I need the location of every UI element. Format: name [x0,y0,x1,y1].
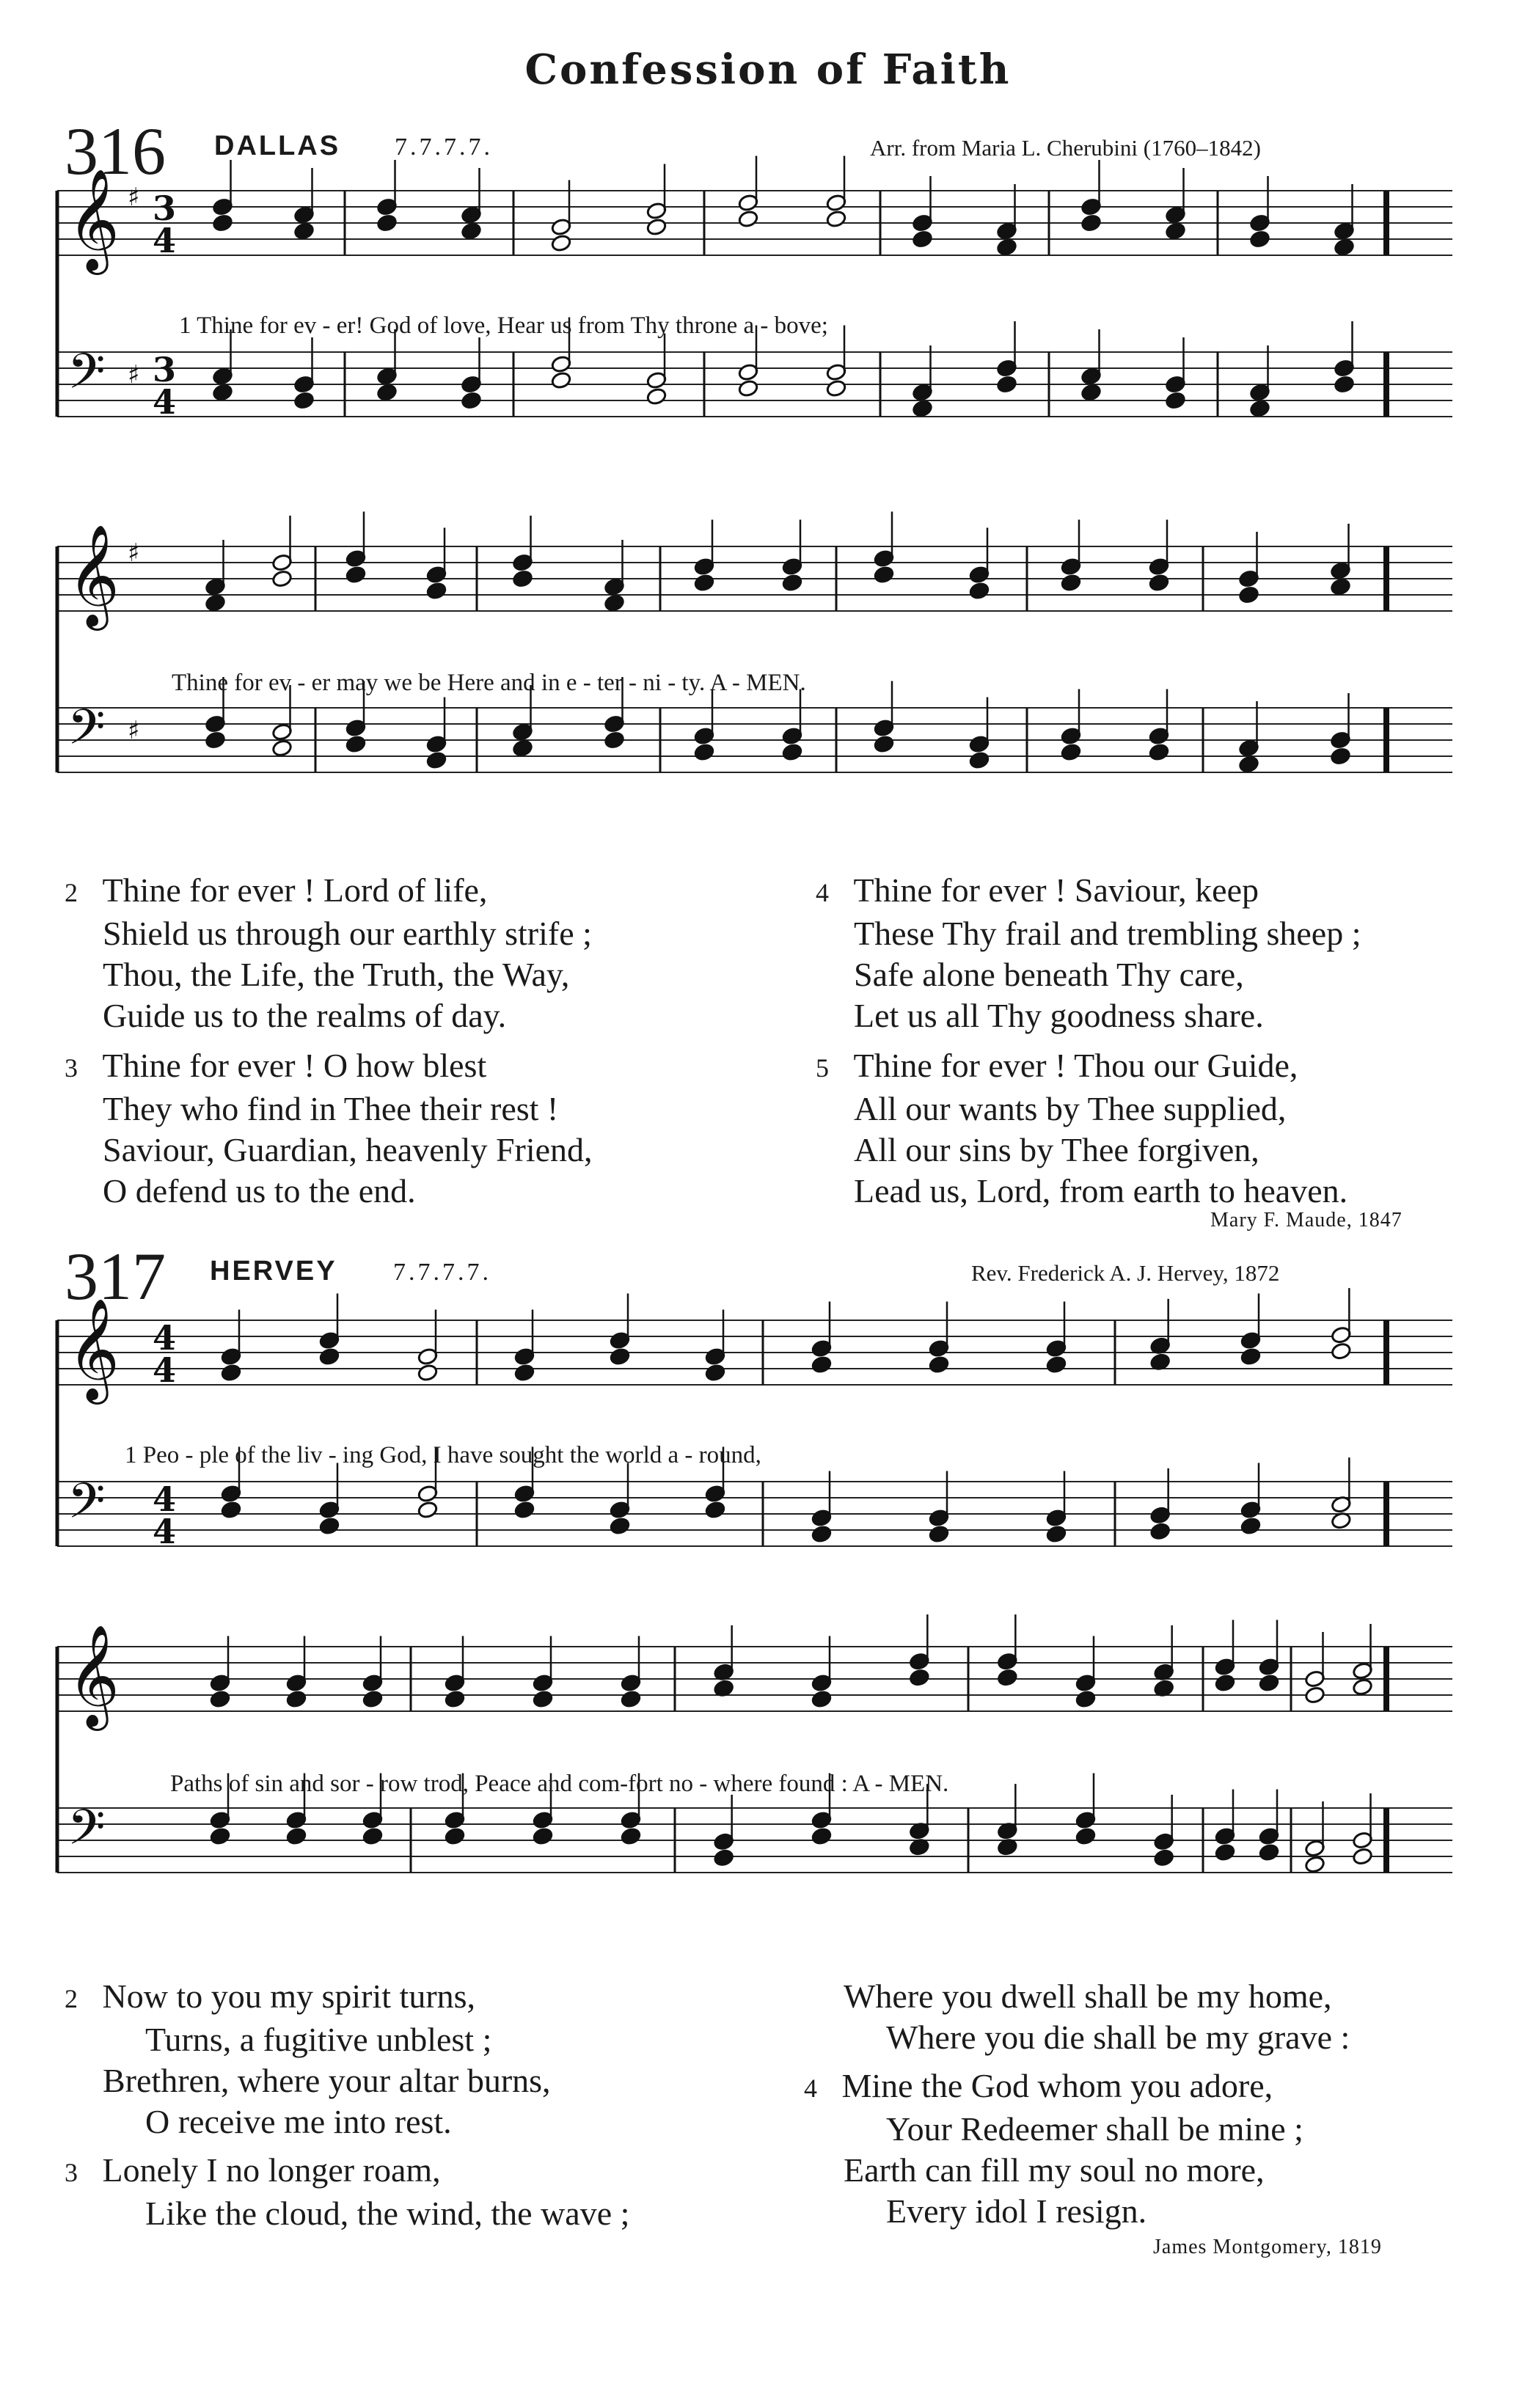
verse-column [65,870,593,1212]
verse-line: Thine for ever ! Lord of life, [102,871,488,909]
page-title: Confession of Faith [524,45,1012,94]
verse-line: These Thy frail and trembling sheep ; [854,915,1361,952]
treble-clef-icon: 𝄞 [67,169,120,271]
arranger-credit: Arr. from Maria L. Cherubini (1760–1842) [870,135,1261,161]
verse-line: All our sins by Thee forgiven, [854,1131,1259,1168]
verse-column [65,1976,629,2234]
verse-line: Let us all Thy goodness share. [854,997,1264,1034]
verse-line: Thou, the Life, the Truth, the Way, [103,956,570,993]
verse-number: 3 [65,2158,78,2187]
verse [816,870,1361,1036]
lyric-line: Paths of sin and sor - row trod, Peace and com-fort no - where found : A - MEN. [170,1771,949,1797]
author-credit: Mary F. Maude, 1847 [1210,1209,1402,1232]
verse-line: Lonely I no longer roam, [102,2151,441,2189]
verse-line: Turns, a fugitive unblest ; [145,2021,492,2058]
verse [65,1976,629,2142]
verse-line: Now to you my spirit turns, [102,1977,476,2015]
verse [65,1045,593,1212]
verse [65,2150,629,2234]
time-signature-digit: 3 [153,350,177,389]
verse-line: Thine for ever ! Thou our Guide, [853,1047,1298,1084]
verse-line: Like the cloud, the wind, the wave ; [145,2195,630,2232]
time-signature-digit: 4 [153,1512,177,1551]
hymn-number: 317 [65,1239,166,1314]
time-signature-digit: 4 [153,221,177,260]
verse-line: Lead us, Lord, from earth to heaven. [854,1172,1348,1210]
time-signature-digit: 4 [153,1350,177,1390]
verse-line: Safe alone beneath Thy care, [854,956,1244,993]
verse-line: Your Redeemer shall be mine ; [886,2110,1303,2148]
meter: 7.7.7.7. [395,133,493,161]
verse-line: Where you dwell shall be my home, [844,1977,1332,2015]
time-signature-digit: 4 [153,1479,177,1519]
bass-clef-icon: 𝄢 [67,343,106,411]
treble-clef-icon: 𝄞 [67,524,120,626]
tune-name: HERVEY [210,1256,337,1287]
tune-name: DALLAS [214,131,341,161]
verse-line: Guide us to the realms of day. [103,997,507,1034]
verse [804,2065,1350,2232]
verse-line: Thine for ever ! Saviour, keep [853,871,1259,909]
verse-line: O receive me into rest. [145,2103,452,2140]
meter: 7.7.7.7. [393,1259,491,1286]
lyric-line: Thine for ev - er may we be Here and in e - ter - ni - ty. A - MEN. [172,670,806,696]
verse-line: All our wants by Thee supplied, [854,1090,1287,1127]
author-credit: James Montgomery, 1819 [1153,2236,1382,2258]
verse-column [816,870,1361,1212]
sharp-icon: ♯ [128,360,140,389]
verse-line: Shield us through our earthly strife ; [103,915,592,952]
verse-number: 4 [804,2074,817,2103]
lyric-line: 1 Thine for ev - er! God of love, Hear us from Thy throne a - bove; [179,312,828,339]
bass-clef-icon: 𝄢 [67,699,106,767]
bass-clef-icon: 𝄢 [67,1473,106,1541]
composer-credit: Rev. Frederick A. J. Hervey, 1872 [971,1260,1280,1286]
time-signature-digit: 4 [153,1318,177,1358]
verse-line: They who find in Thee their rest ! [103,1090,559,1127]
verse [844,1976,1350,2058]
verse-number: 4 [816,878,829,907]
treble-clef-icon: 𝄞 [67,1298,120,1400]
verse [65,870,593,1036]
time-signature-digit: 3 [153,189,177,228]
verse-line: Mine the God whom you adore, [841,2067,1273,2104]
hymn-number: 316 [65,114,166,189]
verse-line: Every idol I resign. [886,2192,1147,2230]
verse-number: 5 [816,1053,829,1083]
sharp-icon: ♯ [128,538,140,568]
verse-number: 3 [65,1053,78,1083]
verse-number: 2 [65,878,78,907]
verse-line: Saviour, Guardian, heavenly Friend, [103,1131,593,1168]
verse-column [804,1976,1350,2232]
lyric-line: 1 Peo - ple of the liv - ing God, I have sought the world a - round, [125,1442,761,1468]
time-signature-digit: 4 [153,382,177,422]
verse-line: Where you die shall be my grave : [886,2019,1350,2056]
bass-clef-icon: 𝄢 [67,1799,106,1867]
verse-line: Earth can fill my soul no more, [844,2151,1265,2189]
verse [816,1045,1361,1212]
sharp-icon: ♯ [128,183,140,212]
verse-line: O defend us to the end. [103,1172,416,1210]
sharp-icon: ♯ [128,716,140,745]
verse-number: 2 [65,1984,78,2013]
verse-line: Brethren, where your altar burns, [103,2062,551,2099]
treble-clef-icon: 𝄞 [67,1625,120,1727]
verse-line: Thine for ever ! O how blest [102,1047,487,1084]
